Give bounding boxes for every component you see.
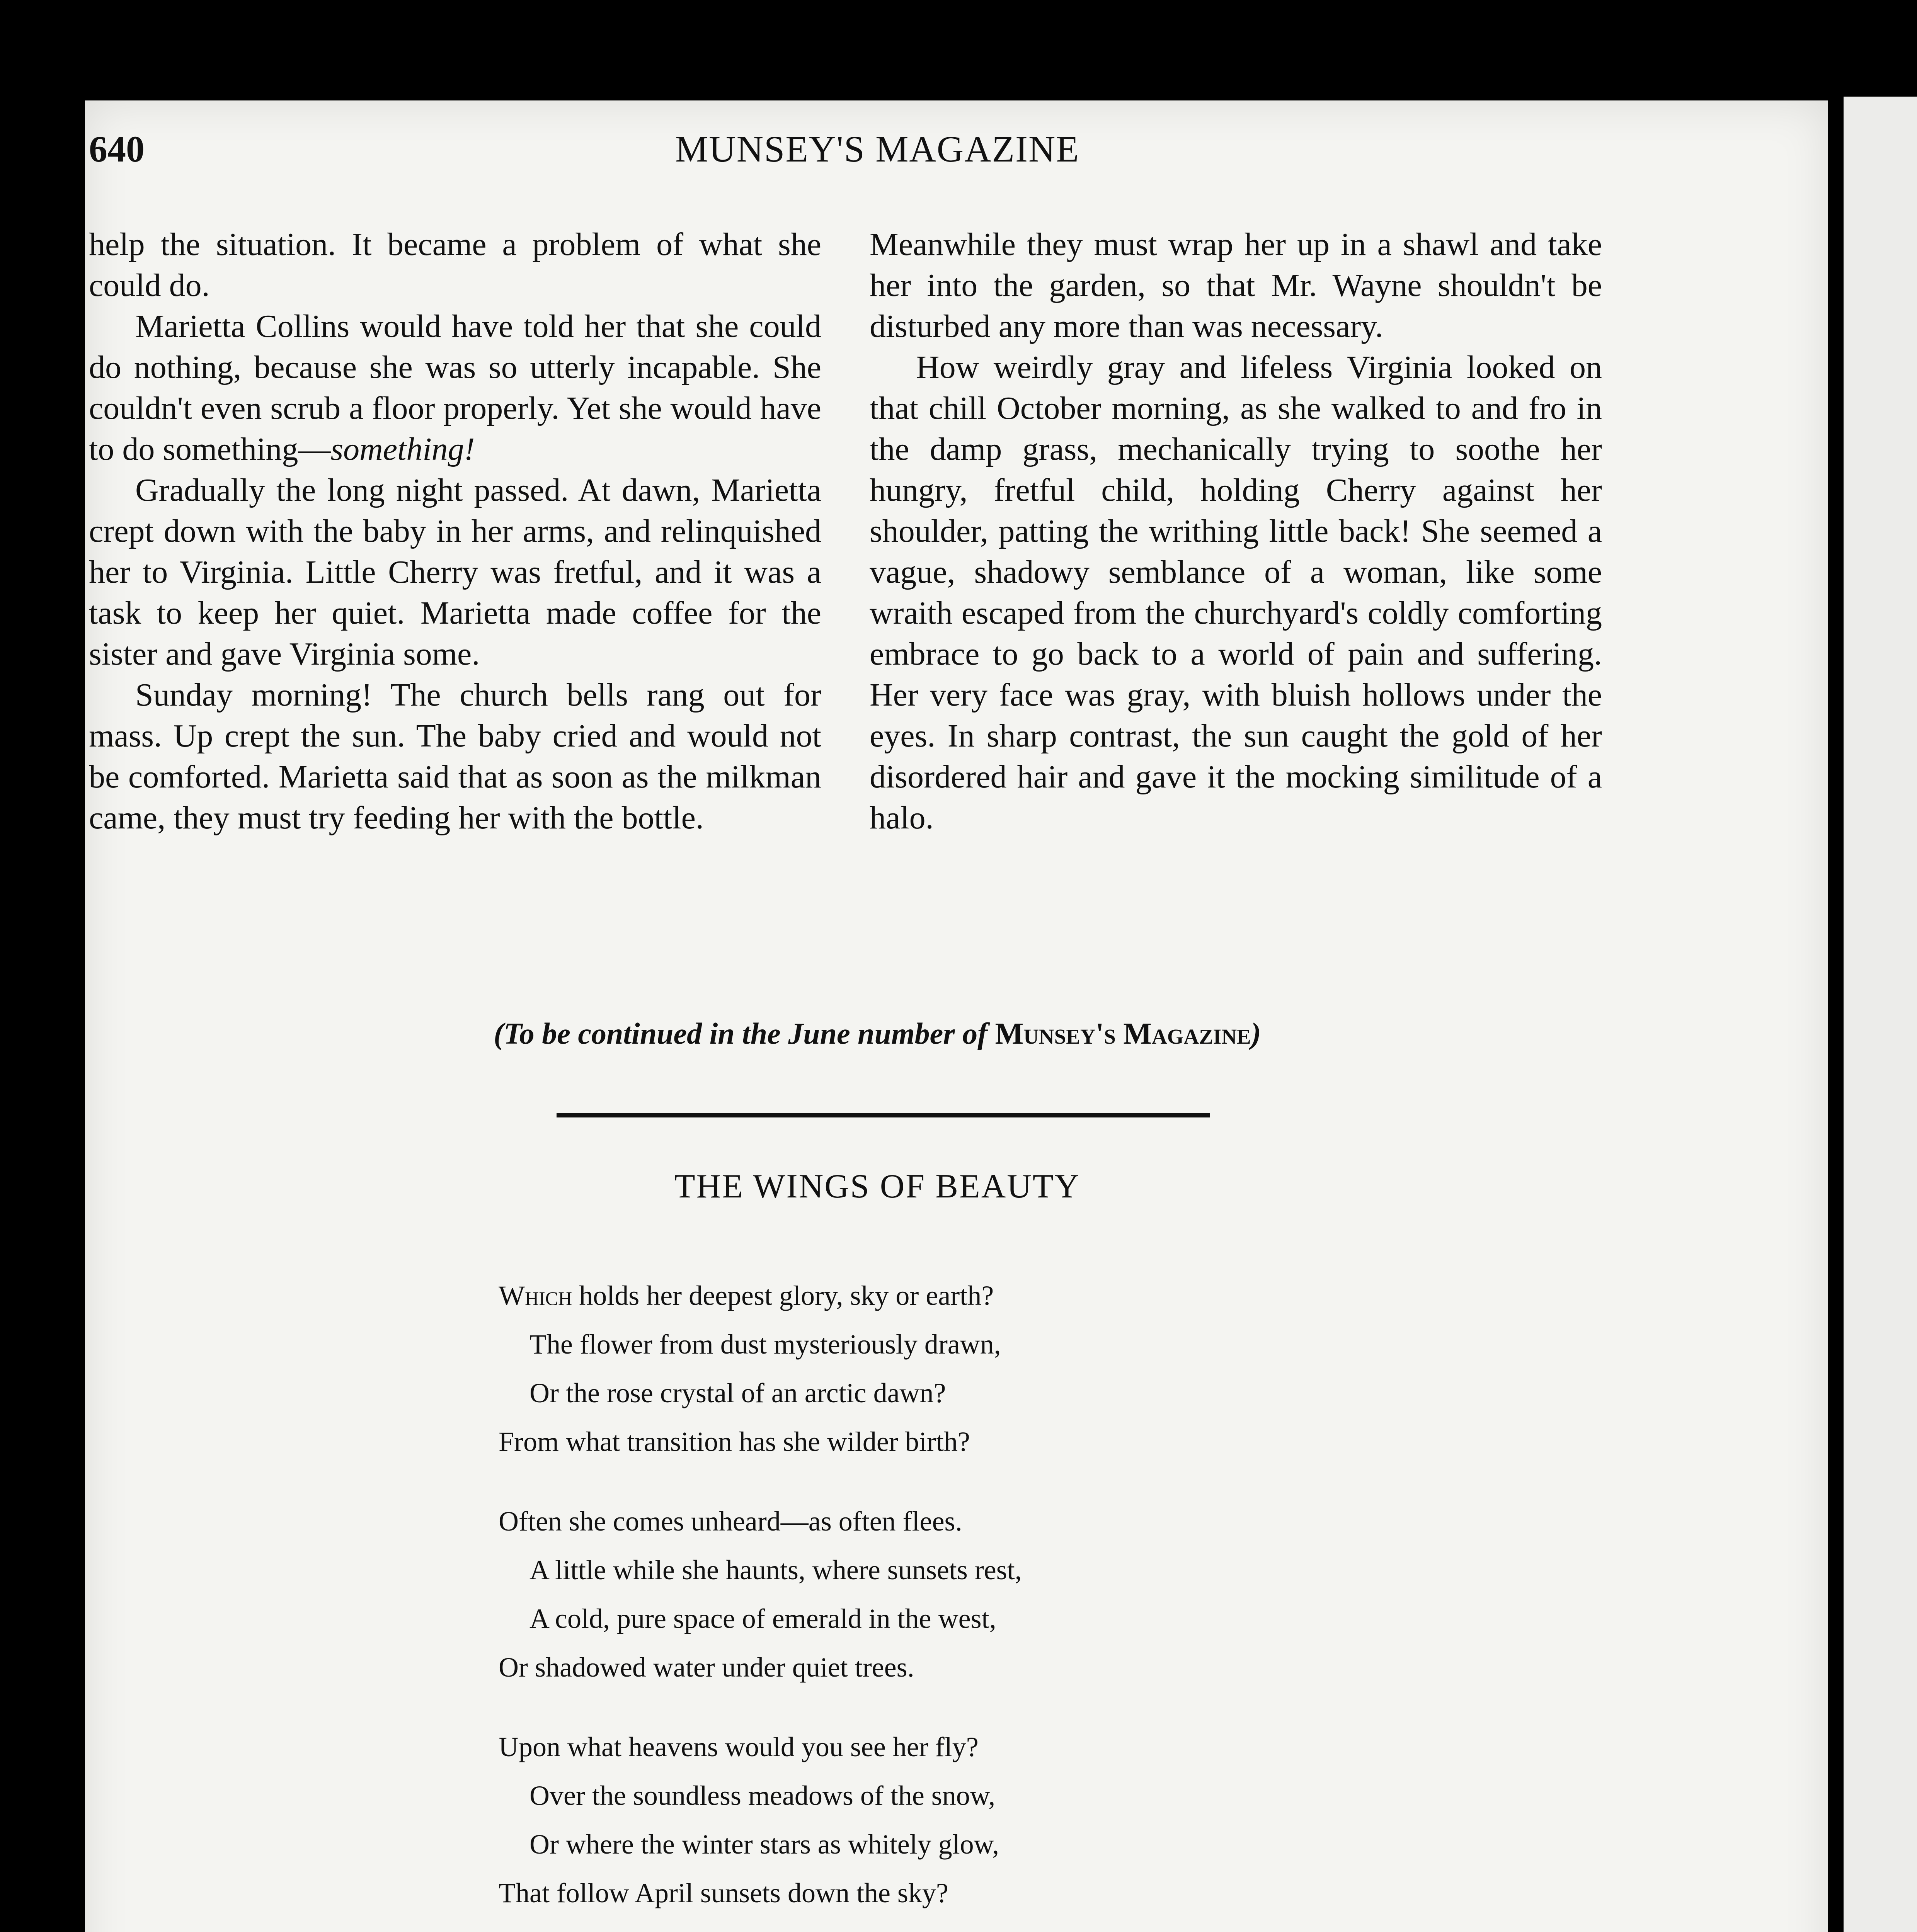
continued-note [89,1016,1666,1051]
poem-title: THE WINGS OF BEAUTY [674,1168,1081,1205]
story-paragraph [89,306,821,470]
poem-line: From what transition has she wilder birth? [499,1426,970,1457]
poem-first-word: Which [499,1280,572,1311]
poem-line: Or shadowed water under quiet trees. [499,1652,914,1683]
running-head [89,128,1666,197]
story-right-column [870,224,1602,838]
poem-line: A cold, pure space of emerald in the west, [529,1603,996,1634]
poem-line: A little while she haunts, where sunsets rest, [529,1554,1022,1585]
poem-stanza [499,1723,1349,1917]
continued-magazine: Munsey's Magazine [995,1017,1251,1050]
story-paragraph: Gradually the long night passed. At dawn, Marietta crept down with the baby in her arms, and relinquished her to Virginia. Little Cherry was fretful, and it was a task to keep her quiet. Marietta made coffee for the sister and gave Virginia some. [89,472,821,672]
poem-body [499,1271,1349,1932]
poem-line: Or where the winter stars as whitely glow, [529,1829,999,1860]
poem-line-text: holds her deepest glory, sky or earth? [572,1280,994,1311]
continued-prefix: (To be continued in the June number of [494,1017,995,1050]
poem-line: Often she comes unheard—as often flees. [499,1506,962,1537]
story-text: something— [163,431,331,467]
story-paragraph: Meanwhile they must wrap her up in a shawl and take her into the garden, so that Mr. Wayne shouldn't be disturbed any more than was necessary. [870,226,1602,344]
poem-stanza [499,1271,1349,1466]
poem-line: Upon what heavens would you see her fly? [499,1731,979,1762]
story-paragraph: help the situation. It became a problem of what she could do. [89,226,821,303]
poem-line: Over the soundless meadows of the snow, [529,1780,996,1811]
poem-line: Or the rose crystal of an arctic dawn? [529,1378,946,1408]
story-paragraph: How weirdly gray and lifeless Virginia looked on that chill October morning, as she walked to and fro in the damp grass, mechanically trying to soothe her hungry, fretful child, holding Cherry against her shoulder, patting the writhing little back! She seemed a vague, shadowy semblance of a woman, like some wraith escaped from the churchyard's coldly comforting embrace to go back to a world of pain and suffering. Her very face was gray, with bluish hollows under the eyes. In sharp contrast, the sun caught the gold of her disordered hair and gave it the mocking similitude of a halo. [870,349,1602,836]
poem-line: The flower from dust mysteriously drawn, [529,1329,1001,1360]
poem-line: That follow April sunsets down the sky? [499,1878,948,1908]
next-page-edge [1844,97,1917,1932]
section-divider [557,1113,1210,1117]
story-emphasis: something! [330,431,475,467]
magazine-title: MUNSEY'S MAGAZINE [675,128,1079,170]
page-number: 640 [89,128,145,170]
story-left-column [89,224,821,838]
story-text: Marietta Collins would have told her that she could do nothing, because she was so utterly incapable. She couldn't even scrub a floor properly. Yet she would have to do [89,308,821,467]
continued-suffix: ) [1251,1017,1261,1050]
story-paragraph: Sunday morning! The church bells rang out for mass. Up crept the sun. The baby cried and would not be comforted. Marietta said that as soon as the milkman came, they must try feeding her with the bottle. [89,677,821,836]
poem-line [499,1271,1349,1320]
poem-stanza [499,1497,1349,1692]
